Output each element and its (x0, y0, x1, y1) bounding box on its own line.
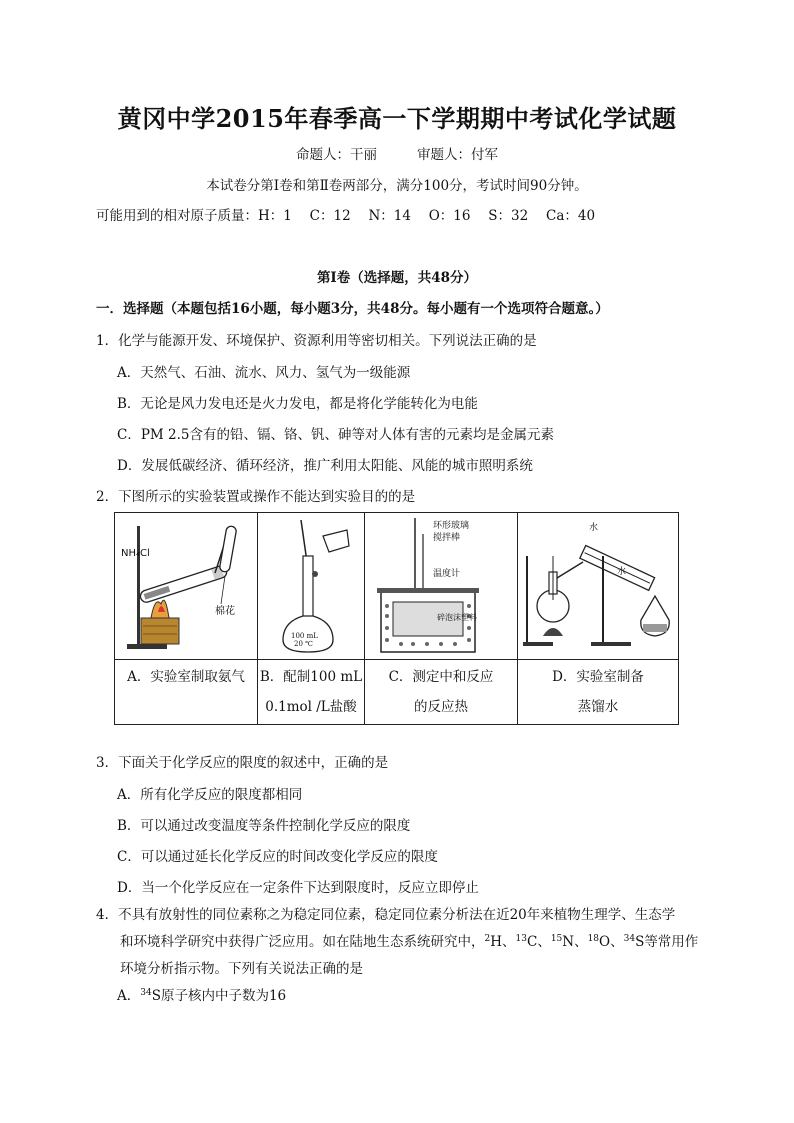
stirrer-label-1: 环形玻璃 (433, 521, 470, 531)
q3-option-d: D．当一个化学反应在一定条件下达到限度时，反应立即停止 (117, 880, 479, 896)
foam-label: 碎泡沫塑料 (437, 613, 477, 622)
ammonia-apparatus-figure (121, 516, 251, 656)
caption-d (518, 660, 679, 725)
thermometer-label: 温度计 (433, 569, 461, 579)
q3-option-c: C．可以通过延长化学反应的时间改变化学反应的限度 (117, 849, 438, 865)
caption-c-line1: C．测定中和反应 (388, 669, 494, 685)
caption-d-line2: 蒸馏水 (577, 699, 619, 715)
q1-option-a: A．天然气、石油、流水、风力、氢气为一级能源 (117, 365, 411, 381)
q4-option-a (117, 987, 286, 1005)
apparatus-b-cell (258, 513, 365, 660)
caption-a (115, 660, 258, 725)
isotope-s-mass: 34 (623, 934, 636, 944)
apparatus-a-cell (115, 513, 258, 660)
apparatus-c-cell (365, 513, 518, 660)
exam-intro: 本试卷分第Ⅰ卷和第Ⅱ卷两部分，满分100分，考试时间90分钟。 (206, 178, 588, 194)
isotope-o-symbol: O (599, 934, 611, 950)
flask-temp-label: 20 ℃ (294, 640, 313, 648)
volumetric-flask-figure (263, 516, 359, 656)
water-outlet-label: 水 (589, 523, 599, 533)
q4-stem-line3: 环境分析指示物。下列有关说法正确的是 (120, 961, 363, 977)
caption-b-line2: 0.1mol /L盐酸 (265, 699, 357, 715)
caption-b-line1: B．配制100 mL (259, 669, 363, 685)
isotope-s-symbol: S (635, 934, 645, 950)
apparatus-d-cell (518, 513, 679, 660)
q4-stem-line2: 和环境科学研究中获得广泛应用。如在陆地生态系统研究中，$^2$H、$^{13}$C、$^{15}$N、$^{18}$O、$^{34}$S等常用作 (120, 934, 699, 950)
q4-stem-line1: 4．不具有放射性的同位素称之为稳定同位素，稳定同位素分析法在近20年来植物生理学、生态学 (96, 907, 676, 923)
q4-line2-text: 和环境科学研究中获得广泛应用。如在陆地生态系统研究中， (120, 934, 485, 950)
calorimeter-figure (371, 516, 511, 656)
q4-option-a-text: S原子核内中子数为16 (151, 988, 287, 1004)
page-title: 黄冈中学2015年春季高一下学期期中考试化学试题 (117, 104, 677, 133)
part-heading: 一．选择题（本题包括16小题，每小题3分，共48分。每小题有一个选项符合题意。） (96, 301, 609, 317)
section-title: 第Ⅰ卷（选择题，共48分） (316, 270, 478, 286)
caption-c (365, 660, 518, 725)
isotope-n-symbol: N (562, 934, 575, 950)
q4-line2-end: 等常用作 (644, 934, 699, 950)
setter-name: 命题人：干丽 (296, 147, 377, 163)
caption-d-line1: D．实验室制备 (552, 669, 644, 685)
experiment-figure-table (114, 512, 679, 725)
atomic-mass-line: 可能用到的相对原子质量：H：1 C：12 N：14 O：16 S：32 Ca：40 (96, 208, 596, 224)
isotope-h-mass: 2 (484, 934, 491, 944)
distillation-figure (523, 516, 673, 656)
q2-stem: 2．下图所示的实验装置或操作不能达到实验目的的是 (96, 489, 416, 505)
caption-c-line2: 的反应热 (414, 699, 468, 715)
nh4cl-label: NH₄Cl (121, 548, 150, 559)
q3-option-a: A．所有化学反应的限度都相同 (117, 787, 303, 803)
stirrer-label-2: 搅拌棒 (433, 533, 461, 543)
q1-option-c: C．PM 2.5含有的铅、镉、铬、钒、砷等对人体有害的元素均是金属元素 (117, 427, 554, 443)
reviewer-name: 审题人：付军 (417, 147, 498, 163)
isotope-n-mass: 15 (550, 934, 563, 944)
q3-stem: 3．下面关于化学反应的限度的叙述中，正确的是 (96, 755, 389, 771)
authors-line (0, 146, 794, 164)
cotton-label: 棉花 (215, 606, 235, 617)
caption-b (258, 660, 365, 725)
q3-option-b: B．可以通过改变温度等条件控制化学反应的限度 (117, 818, 411, 834)
isotope-h-symbol: H (490, 934, 503, 950)
isotope-c-symbol: C (526, 934, 538, 950)
q4-option-a-mass: 34 (140, 988, 152, 998)
isotope-c-mass: 13 (515, 934, 527, 944)
q1-option-d: D．发展低碳经济、循环经济，推广利用太阳能、风能的城市照明系统 (117, 458, 533, 474)
q1-stem: 1．化学与能源开发、环境保护、资源利用等密切相关。下列说法正确的是 (96, 333, 537, 349)
isotope-o-mass: 18 (587, 934, 600, 944)
q1-option-b: B．无论是风力发电还是火力发电，都是将化学能转化为电能 (117, 396, 478, 412)
flask-volume-label: 100 mL (291, 632, 318, 640)
water-inlet-label: 水 (617, 567, 627, 577)
q4-option-a-prefix: A． (117, 988, 141, 1004)
caption-a-text: A．实验室制取氨气 (127, 669, 245, 685)
